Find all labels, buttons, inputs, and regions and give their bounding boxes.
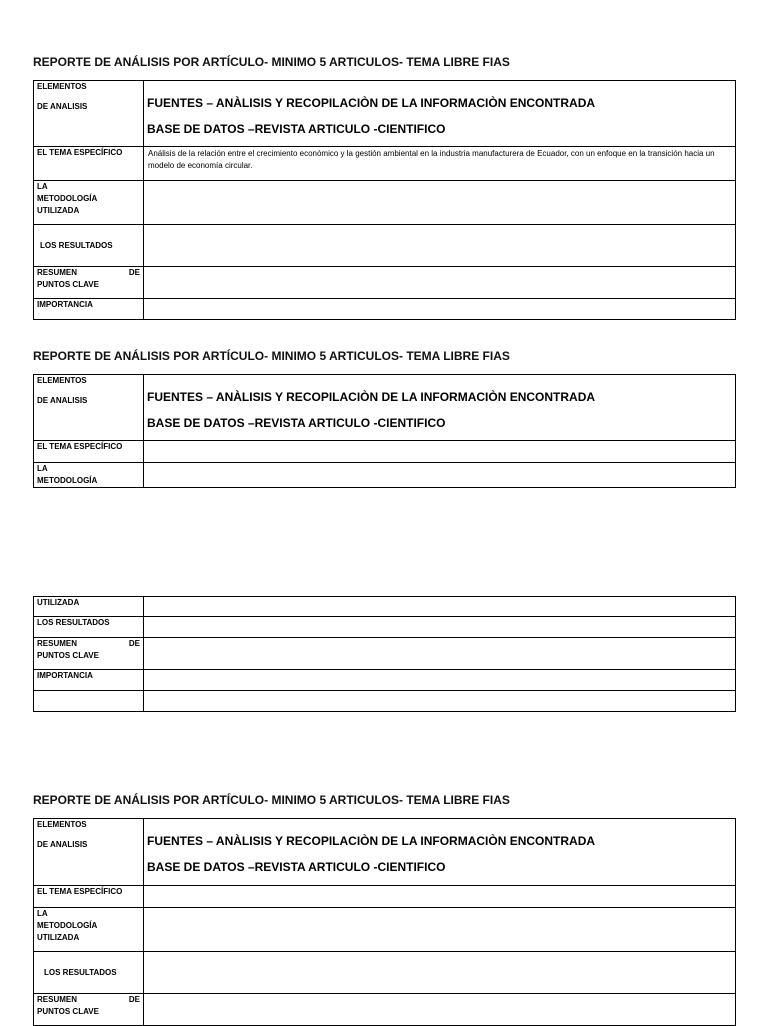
elementos-label: ELEMENTOS [37, 820, 87, 829]
importancia-label: IMPORTANCIA [34, 670, 144, 691]
base-datos-heading: BASE DE DATOS –REVISTA ARTICULO -CIENTIFICO [147, 122, 446, 136]
header-label-cell [34, 81, 144, 147]
fuentes-heading: FUENTES – ANÀLISIS Y RECOPILACIÒN DE LA INFORMACIÒN ENCONTRADA [147, 96, 596, 110]
de-analisis-label: DE ANALISIS [37, 840, 88, 849]
la-label: LA [37, 182, 48, 191]
report-title-3: REPORTE DE ANÁLISIS POR ARTÍCULO- MINIMO 5 ARTICULOS- TEMA LIBRE FIAS [33, 793, 510, 807]
resultados-value [144, 952, 736, 994]
metodologia-label-cell [34, 181, 144, 225]
de-analisis-label: DE ANALISIS [37, 396, 88, 405]
puntos-clave-label: PUNTOS CLAVE [37, 280, 99, 289]
empty-label [34, 691, 144, 712]
de-label: DE [128, 639, 140, 648]
metodologia-value [144, 181, 736, 225]
resultados-value [144, 617, 736, 638]
de-label: DE [128, 995, 140, 1004]
resumen-value [144, 994, 736, 1026]
metodologia-value [144, 463, 736, 488]
resultados-label: LOS RESULTADOS [34, 225, 144, 267]
base-datos-heading: BASE DE DATOS –REVISTA ARTICULO -CIENTIFICO [147, 416, 446, 430]
tema-value [144, 441, 736, 463]
header-label-cell [34, 375, 144, 441]
elementos-label: ELEMENTOS [37, 376, 87, 385]
report-table-2-continued [33, 596, 736, 712]
tema-label: EL TEMA ESPECÍFICO [34, 441, 144, 463]
tema-value [144, 886, 736, 908]
resumen-label: RESUMEN [37, 268, 78, 277]
de-analisis-label: DE ANALISIS [37, 102, 88, 111]
fuentes-heading: FUENTES – ANÀLISIS Y RECOPILACIÒN DE LA INFORMACIÒN ENCONTRADA [147, 390, 596, 404]
resultados-label: LOS RESULTADOS [34, 617, 144, 638]
tema-value: Análisis de la relación entre el crecimiento económico y la gestión ambiental en la industria manufacturera de Ecuador, con un enfoque en la transición hacia un modelo de economía circular. [144, 147, 736, 181]
metodologia-label-cell [34, 463, 144, 488]
header-value-cell [144, 375, 736, 441]
fuentes-heading: FUENTES – ANÀLISIS Y RECOPILACIÒN DE LA INFORMACIÒN ENCONTRADA [147, 834, 596, 848]
header-value-cell [144, 81, 736, 147]
base-datos-heading: BASE DE DATOS –REVISTA ARTICULO -CIENTIFICO [147, 860, 446, 874]
utilizada-label: UTILIZADA [37, 206, 80, 215]
puntos-clave-label: PUNTOS CLAVE [37, 1007, 99, 1016]
resumen-label: RESUMEN [37, 995, 78, 1004]
utilizada-value [144, 597, 736, 617]
resumen-value [144, 638, 736, 670]
importancia-value [144, 670, 736, 691]
header-label-cell [34, 819, 144, 886]
empty-value [144, 691, 736, 712]
tema-label: EL TEMA ESPECÍFICO [34, 886, 144, 908]
resultados-value [144, 225, 736, 267]
utilizada-label: UTILIZADA [37, 933, 80, 942]
report-title-1: REPORTE DE ANÁLISIS POR ARTÍCULO- MINIMO 5 ARTICULOS- TEMA LIBRE FIAS [33, 55, 510, 69]
header-value-cell [144, 819, 736, 886]
utilizada-label: UTILIZADA [34, 597, 144, 617]
report-table-1 [33, 80, 736, 320]
metodologia-label-cell [34, 908, 144, 952]
resumen-label-cell [34, 994, 144, 1026]
report-title-2: REPORTE DE ANÁLISIS POR ARTÍCULO- MINIMO 5 ARTICULOS- TEMA LIBRE FIAS [33, 349, 510, 363]
resumen-value [144, 267, 736, 299]
resumen-label: RESUMEN [37, 639, 78, 648]
elementos-label: ELEMENTOS [37, 82, 87, 91]
report-table-3 [33, 818, 736, 1026]
resumen-label-cell [34, 267, 144, 299]
metodologia-label: METODOLOGÍA [37, 194, 98, 203]
puntos-clave-label: PUNTOS CLAVE [37, 651, 99, 660]
importancia-value [144, 299, 736, 320]
la-label: LA [37, 909, 48, 918]
tema-label: EL TEMA ESPECÍFICO [34, 147, 144, 181]
resumen-label-cell [34, 638, 144, 670]
metodologia-value [144, 908, 736, 952]
report-table-2 [33, 374, 736, 488]
metodologia-label: METODOLOGÍA [37, 476, 98, 485]
resultados-label: LOS RESULTADOS [34, 952, 144, 994]
metodologia-label: METODOLOGÍA [37, 921, 98, 930]
de-label: DE [128, 268, 140, 277]
la-label: LA [37, 464, 48, 473]
importancia-label: IMPORTANCIA [34, 299, 144, 320]
